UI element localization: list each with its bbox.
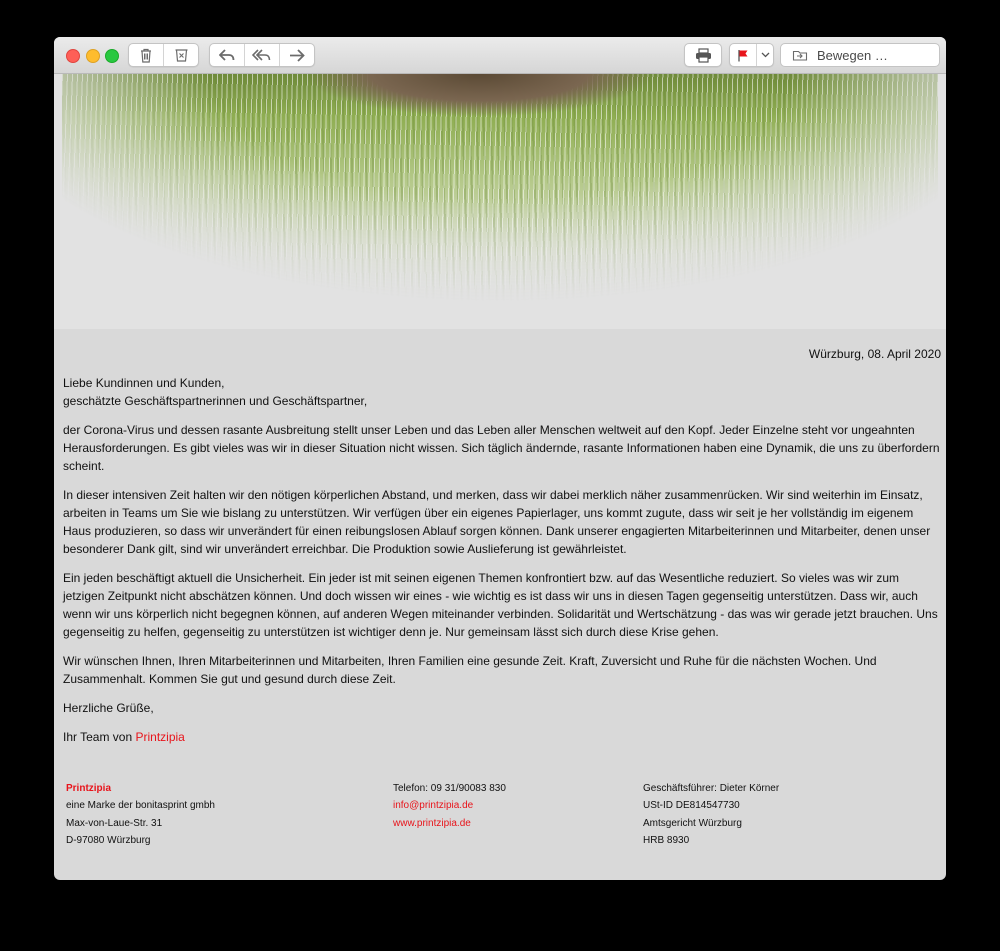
reply-all-button[interactable] [245,44,280,66]
closing: Herzliche Grüße, [63,701,154,715]
footer-company-column [66,780,215,849]
footer-contact-column [393,780,506,832]
footer-website-link[interactable]: www.printzipia.de [393,817,471,829]
delete-junk-group [128,43,199,67]
body-paragraph: der Corona-Virus und dessen rasante Ausbreitung stellt unser Leben und das Leben aller Menschen weltweit auf den Kopf. Jeder Einzelne steht vor ungeahnten Herausforderungen. Es gibt vieles was wir in dieser Situation nicht wissen. Sich täglich ändernde, rasante Informationen haben eine Dynamik, die uns zu überfordern scheint. [63,423,940,473]
email-date: Würzburg, 08. April 2020 [808,347,941,361]
footer-register: HRB 8930 [643,834,690,846]
junk-icon [174,48,189,63]
reply-icon [219,49,235,62]
footer-company-line: eine Marke der bonitasprint gmbh [66,800,215,812]
print-icon [695,48,712,63]
signoff-brand-link[interactable]: Printzipia [135,730,185,744]
flag-button[interactable] [730,44,757,66]
greeting-line-2: geschätzte Geschäftspartnerinnen und Geschäftspartner, [63,394,368,408]
trash-icon [139,48,153,63]
greeting-line-1: Liebe Kundinnen und Kunden, [63,376,225,390]
zoom-window-button[interactable] [105,49,119,63]
move-to-label: Bewegen … [817,47,888,63]
header-banner-image [54,74,946,329]
email-body [63,329,941,757]
minimize-window-button[interactable] [86,49,100,63]
mail-window [54,37,946,880]
print-group [684,43,722,67]
footer-city: D-97080 Würzburg [66,834,151,846]
print-button[interactable] [685,44,721,66]
delete-button[interactable] [129,44,164,66]
forward-icon [289,49,305,62]
signoff [63,728,941,746]
body-paragraph: Ein jeden beschäftigt aktuell die Unsicherheit. Ein jeder ist mit seinen eigenen Themen konfrontiert bzw. auf das Wesentliche reduziert. So vieles was wir zum jetzigen Zeitpunkt nicht abschätzen können. Und doch wissen wir eines - wie wichtig es ist dass wir uns in diesen Tagen gegenseitig unterstützen. Dass wir, auch wenn wir uns körperlich nicht begegnen können, auf anderen Wegen miteinander verbinden. Solidarität und Wertschätzung - das was wir gerade jetzt brauchen. Uns gegenseitig zu helfen, gegenseitig zu unterstützen ist wichtiger denn je. Nur gemeinsam lässt sich durch diese Krise gehen. [63,571,938,639]
body-paragraph: In dieser intensiven Zeit halten wir den nötigen körperlichen Abstand, und merken, dass wir dabei merklich näher zusammenrücken. Wir sind weiterhin im Einsatz, arbeiten in Teams um Sie wie bislang zu unterstützen. Wir verfügen über ein eigenes Papierlager, uns kommt zugute, dass wir seit je her vollständig im eigenem Haus produzieren, so dass wir unverändert für einen reibungslosen Ablauf sorgen können. Dank unserer engagierten Mitarbeiterinnen und Mitarbeiter, denen unser besonderer Dank gilt, sind wir unverändert erreichbar. Die Produktion sowie Auslieferung ist gewährleistet. [63,488,931,556]
greeting [63,374,941,410]
flag-menu-button[interactable] [757,44,773,66]
footer-email-link[interactable]: info@printzipia.de [393,800,474,812]
flag-icon [737,49,749,62]
move-to-folder-icon [792,48,808,62]
reply-group [209,43,315,67]
reply-button[interactable] [210,44,245,66]
close-window-button[interactable] [66,49,80,63]
footer-court: Amtsgericht Würzburg [643,817,742,829]
signoff-prefix: Ihr Team von [63,730,136,744]
junk-button[interactable] [164,44,198,66]
footer-legal-column [643,780,779,849]
flag-group [729,43,774,67]
footer-brand: Printzipia [66,783,112,794]
footer-vat-id: USt-ID DE814547730 [643,800,740,812]
reply-all-icon [252,49,272,62]
footer-managing-director: Geschäftsführer: Dieter Körner [643,783,780,794]
footer-phone: Telefon: 09 31/90083 830 [393,783,506,794]
chevron-down-icon [761,52,770,58]
tree-trunk-image [309,74,649,116]
forward-button[interactable] [280,44,314,66]
toolbar [54,37,946,74]
body-paragraph: Wir wünschen Ihnen, Ihren Mitarbeiterinnen und Mitarbeiten, Ihren Familien eine gesunde Zeit. Kraft, Zuversicht und Ruhe für die nächsten Wochen. Und Zusammenhalt. Kommen Sie gut und gesund durch diese Zeit. [63,654,877,686]
move-to-button[interactable] [780,43,940,67]
footer-street: Max-von-Laue-Str. 31 [66,817,163,829]
